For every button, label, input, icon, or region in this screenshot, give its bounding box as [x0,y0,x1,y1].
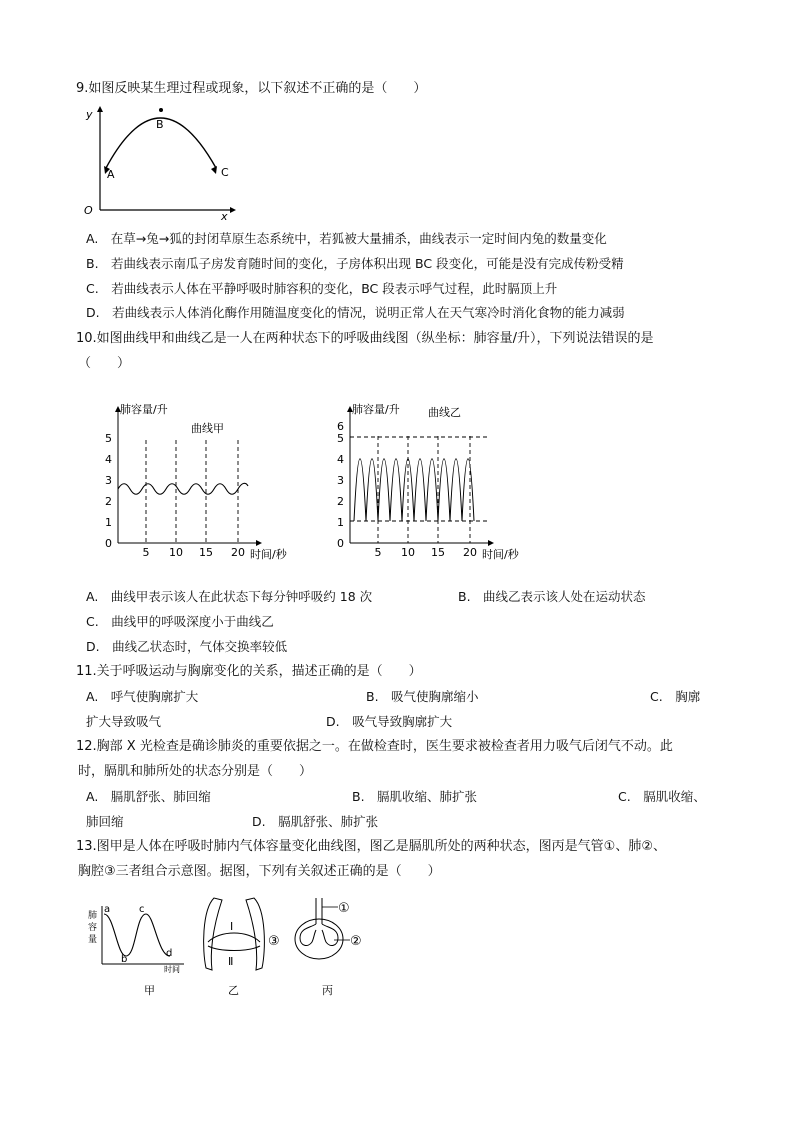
q9-point-c: C [221,166,229,179]
q10-jia-xtick: 10 [169,546,183,559]
q10-yi-xtick: 15 [431,546,445,559]
q13-bing-marker-2: ② [350,934,362,949]
q10-jia-ytick: 4 [105,453,112,466]
q10-yi-xtick: 10 [401,546,415,559]
q10-yi-ytick: 6 [337,420,344,433]
q10-jia-title: 曲线甲 [191,422,224,435]
q13-figure-bing [266,894,366,1000]
q13-yi-label-lower: Ⅱ [228,955,234,968]
q13-yi-caption: 乙 [228,984,239,997]
q13-figure-yi [200,890,268,1000]
q13-jia-xlabel: 时间 [164,965,180,974]
q9-option-b: B. 若曲线表示南瓜子房发育随时间的变化，子房体积出现 BC 段变化，可能是没有完成传粉受精 [86,256,624,271]
q13-bing-marker-3: ③ [268,934,280,949]
q9-option-d: D. 若曲线表示人体消化酶作用随温度变化的情况，说明正常人在天气寒冷时消化食物的能力减弱 [86,305,625,320]
q12-option-c: C. 膈肌收缩、 [618,789,706,804]
q12-option-a: A. 膈肌舒张、肺回缩 [86,789,211,804]
q12-stem-line2: 时，膈肌和肺所处的状态分别是（ ） [78,764,313,779]
q10-jia-ytick: 2 [105,495,112,508]
q13-yi-label-upper: Ⅰ [230,920,234,933]
q12-option-b: B. 膈肌收缩、肺扩张 [352,789,478,804]
q9-figure [80,102,240,222]
q11-stem: 11.关于呼吸运动与胸廓变化的关系，描述正确的是（ ） [76,664,422,679]
q9-origin-label: O [84,204,93,217]
q10-jia-ytick: 1 [105,516,112,529]
q13-jia-ylabel: 量 [88,935,98,945]
q10-jia-ytick: 5 [105,432,112,445]
q13-jia-caption: 甲 [144,984,155,997]
q10-yi-ytick: 3 [337,474,344,487]
q10-yi-ytick: 2 [337,495,344,508]
q13-jia-point-c: c [139,904,145,915]
q11-option-d: D. 吸气导致胸廓扩大 [326,714,453,729]
q10-yi-ytick: 1 [337,516,344,529]
q10-jia-ylabel: 肺容量/升 [120,403,168,416]
q13-bing-caption: 丙 [322,984,333,997]
q9-stem: 9.如图反映某生理过程或现象，以下叙述不正确的是（ ） [76,81,427,96]
q9-y-label: y [86,108,93,121]
q9-option-c: C. 若曲线表示人体在平静呼吸时肺容积的变化，BC 段表示呼气过程，此时膈顶上升 [86,281,558,296]
q13-figure-jia [84,898,194,1000]
q10-option-b: B. 曲线乙表示该人处在运动状态 [458,589,646,604]
q10-yi-ytick: 5 [337,432,344,445]
q10-jia-xlabel: 时间/秒 [250,548,287,561]
q10-stem-line1: 10.如图曲线甲和曲线乙是一人在两种状态下的呼吸曲线图（纵坐标：肺容量/升），下列说法错误的是 [76,331,654,346]
q11-option-c: C. 胸廓 [650,689,701,704]
q13-jia-point-d: d [166,948,173,959]
q10-yi-ylabel: 肺容量/升 [352,403,400,416]
q10-jia-xtick: 5 [142,546,150,559]
q11-option-b: B. 吸气使胸廓缩小 [366,689,479,704]
q13-jia-point-b: b [121,954,128,965]
q13-stem-line2: 胸腔③三者组合示意图。据图，下列有关叙述正确的是（ ） [78,864,441,879]
q12-option-d: D. 膈肌舒张、肺扩张 [252,814,379,829]
q13-jia-point-a: a [104,904,111,915]
q10-jia-xtick: 20 [231,546,245,559]
q12-stem-line1: 12.胸部 X 光检查是确诊肺炎的重要依据之一。在做检查时，医生要求被检查者用力吸气后闭气不动。此 [76,739,673,754]
q10-option-c: C. 曲线甲的呼吸深度小于曲线乙 [86,614,274,629]
q13-jia-ylabel: 肺 [88,911,98,921]
q9-point-b: B [156,118,164,131]
q10-yi-title: 曲线乙 [428,406,461,419]
q10-yi-ytick: 0 [337,537,344,550]
q10-chart-yi [330,398,550,563]
q13-bing-marker-1: ① [338,901,350,916]
q11-option-a: A. 呼气使胸廓扩大 [86,689,199,704]
q10-yi-xlabel: 时间/秒 [482,548,519,561]
q11-option-c-cont: 扩大导致吸气 [86,714,162,729]
q10-option-d: D. 曲线乙状态时，气体交换率较低 [86,639,288,654]
q10-jia-xtick: 15 [199,546,213,559]
q10-option-a: A. 曲线甲表示该人在此状态下每分钟呼吸约 18 次 [86,589,373,604]
q10-jia-ytick: 0 [105,537,112,550]
q10-stem-line2: （ ） [78,356,131,371]
q9-point-a: A [107,168,115,181]
q13-jia-ylabel: 容 [88,923,98,933]
q12-option-c-cont: 肺回缩 [86,814,124,829]
q9-x-label: x [221,210,228,222]
q10-yi-xtick: 5 [374,546,382,559]
q10-yi-xtick: 20 [463,546,477,559]
q10-yi-ytick: 4 [337,453,344,466]
q10-chart-jia [98,398,318,563]
q13-stem-line1: 13.图甲是人体在呼吸时肺内气体容量变化曲线图，图乙是膈肌所处的两种状态，图丙是气管①、肺②、 [76,839,666,854]
q9-option-a: A. 在草→兔→狐的封闭草原生态系统中，若狐被大量捕杀，曲线表示一定时间内兔的数量变化 [86,231,607,246]
q10-jia-ytick: 3 [105,474,112,487]
